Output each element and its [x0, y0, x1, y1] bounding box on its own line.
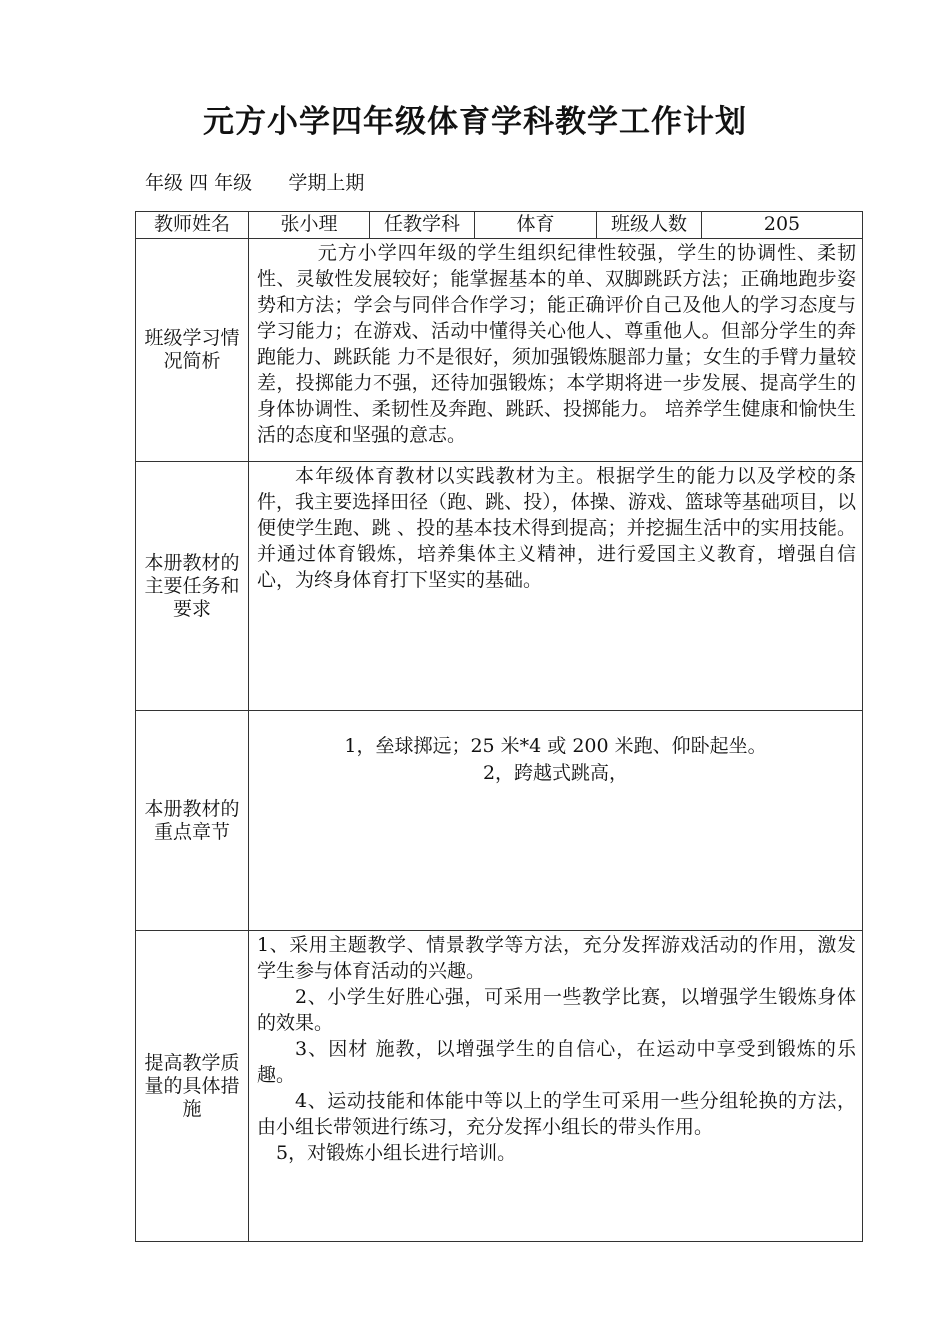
section-row-measures — [136, 931, 863, 1242]
subject-cell: 体育 — [475, 212, 597, 239]
section-paragraph: 4、运动技能和体能中等以上的学生可采用一些分组轮换的方法，由小组长带领进行练习，充分发挥小组长的带头作用。 — [257, 1090, 856, 1138]
section-content — [249, 462, 863, 711]
section-paragraph: 1、采用主题教学、情景教学等方法，充分发挥游戏活动的作用，激发学生参与体育活动的兴趣。 — [257, 934, 856, 982]
plan-table — [135, 211, 863, 1242]
page-title: 元方小学四年级体育学科教学工作计划 — [203, 104, 747, 140]
section-label: 提高教学质量的具体措施 — [136, 931, 249, 1242]
section-paragraph: 1，垒球掷远；25 米*4 或 200 米跑、仰卧起坐。 — [344, 735, 767, 757]
header-row — [136, 212, 863, 239]
grade-label: 年级 四 年级 — [145, 172, 253, 194]
section-content — [249, 931, 863, 1242]
grade-term-line — [145, 168, 364, 195]
term-label: 学期上期 — [288, 172, 365, 194]
section-paragraph: 3、因材 施教，以增强学生的自信心，在运动中享受到锻炼的乐趣。 — [257, 1038, 856, 1086]
section-label: 本册教材的主要任务和要求 — [136, 462, 249, 711]
section-label: 本册教材的重点章节 — [136, 711, 249, 931]
section-paragraph: 元方小学四年级的学生组织纪律性较强，学生的协调性、柔韧性、灵敏性发展较好；能掌握基本的单、双脚跳跃方法；正确地跑步姿势和方法；学会与同伴合作学习；能正确评价自己及他人的学习态度与学习能力；在游戏、活动中懂得关心他人、尊重他人。但部分学生的奔跑能力、跳跃能 力不是很好，须加强锻炼腿部力量；女生的手臂力量较差，投掷能力不强，还待加强锻炼；本学期将进一步发展、提高学生的身体协调性、柔韧性及奔跑、跳跃、投掷能力。 培养学生健康和愉快生活的态度和坚强的意志。 — [257, 242, 856, 446]
section-row-analysis — [136, 239, 863, 462]
class-size-cell: 205 — [702, 212, 863, 239]
teacher-name-cell: 张小理 — [249, 212, 370, 239]
section-paragraph: 本年级体育教材以实践教材为主。根据学生的能力以及学校的条件，我主要选择田径（跑、跳、投），体操、游戏、篮球等基础项目，以便使学生跑、跳 、投的基本技术得到提高；并挖掘生活中的实用技能。并通过体育锻炼，培养集体主义精神，进行爱国主义教育，增强自信心，为终身体育打下坚实的基础。 — [257, 465, 856, 591]
section-paragraph: 2，跨越式跳高， — [482, 762, 629, 784]
section-row-key-chapters — [136, 711, 863, 931]
class-size-label-cell: 班级人数 — [597, 212, 702, 239]
section-content — [249, 711, 863, 931]
section-paragraph: 5，对锻炼小组长进行培训。 — [276, 1142, 517, 1164]
teacher-label-cell: 教师姓名 — [136, 212, 249, 239]
section-label: 班级学习情况简析 — [136, 239, 249, 462]
subject-label-cell: 任教学科 — [370, 212, 475, 239]
section-content — [249, 239, 863, 462]
section-paragraph: 2、小学生好胜心强，可采用一些教学比赛，以增强学生锻炼身体的效果。 — [257, 986, 856, 1034]
section-row-tasks — [136, 462, 863, 711]
